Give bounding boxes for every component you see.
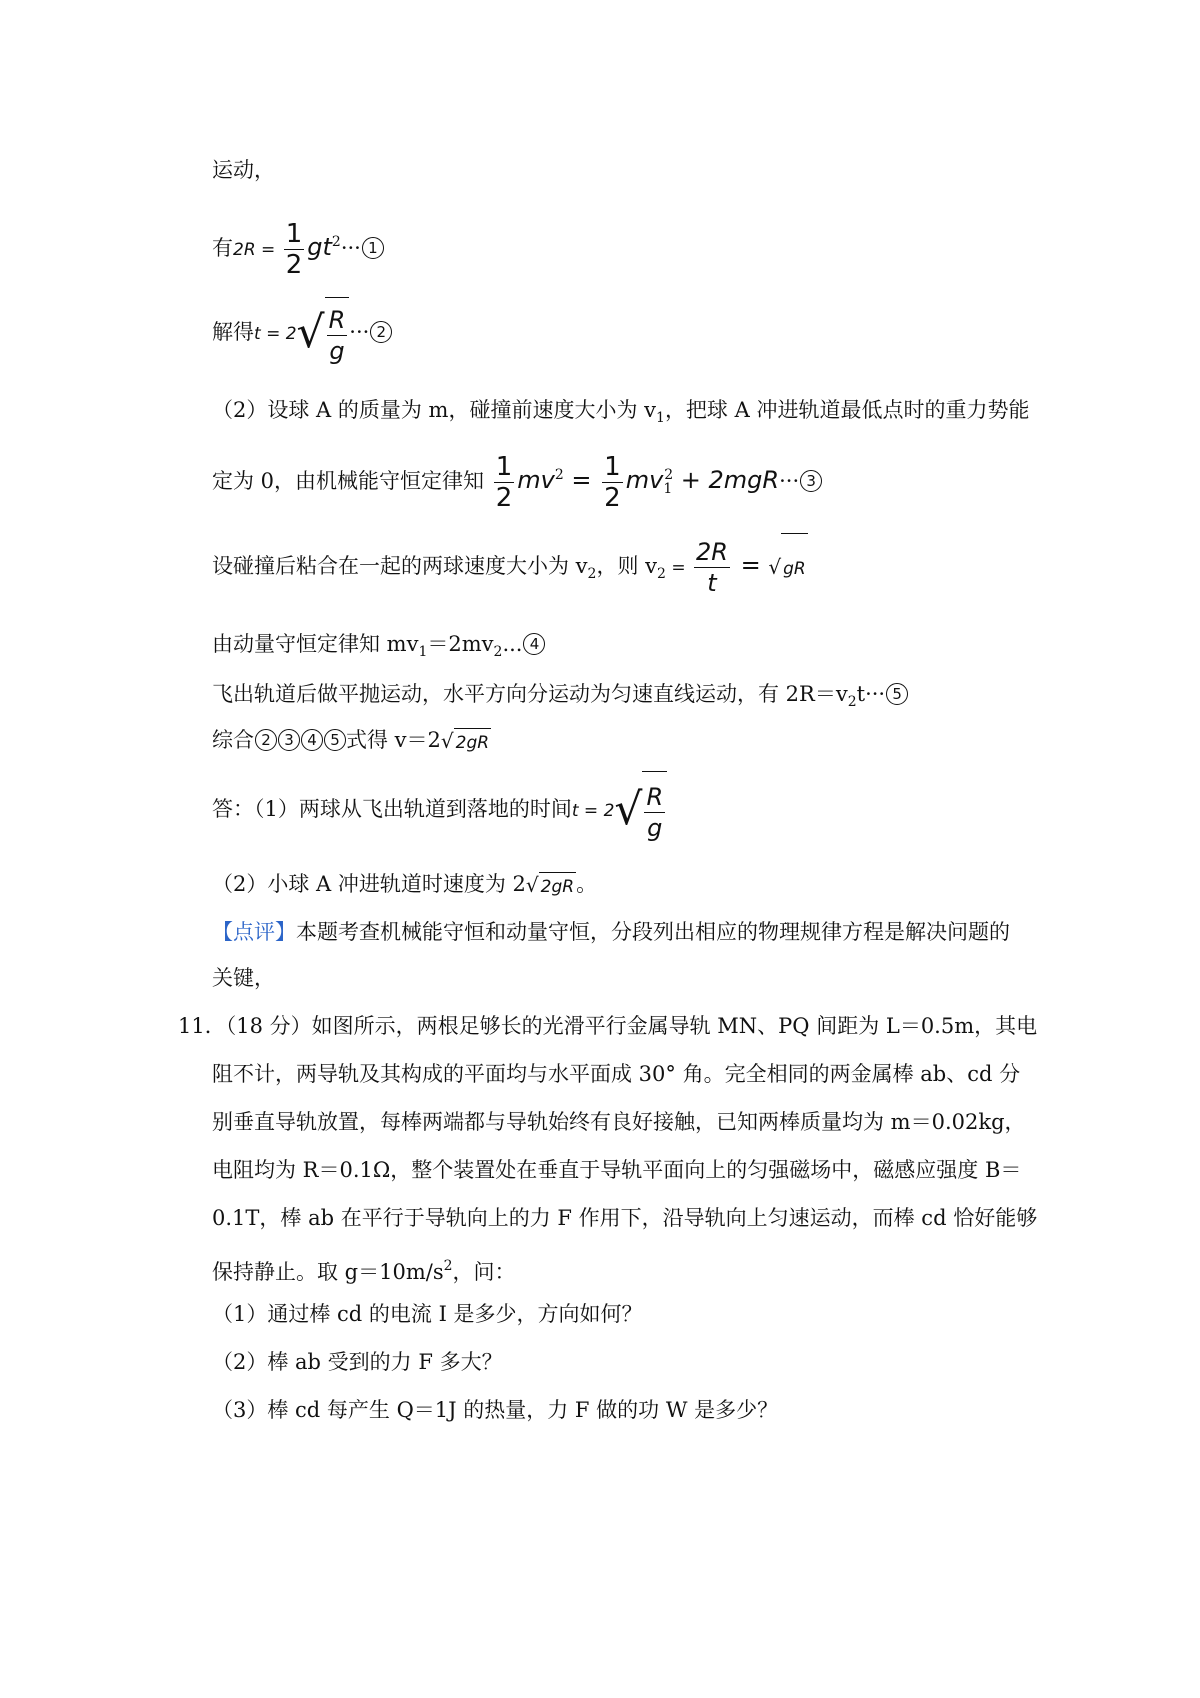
- text: 本题考查机械能守恒和动量守恒，分段列出相应的物理规律方程是解决问题的: [296, 920, 1010, 944]
- sqrt: [441, 727, 491, 757]
- text-line: [212, 870, 597, 901]
- denominator: 2: [604, 483, 621, 513]
- math-symbol: =: [563, 466, 600, 494]
- fraction: [644, 782, 665, 843]
- text: 解得: [212, 320, 254, 344]
- radicand: 2gR: [539, 872, 576, 901]
- numerator: 1: [495, 452, 513, 482]
- circled-number: 5: [324, 729, 346, 751]
- denominator: 2: [495, 483, 513, 513]
- review-line: [212, 918, 1010, 946]
- sqrt-sign: √: [296, 307, 325, 358]
- text: 阻不计，两导轨及其构成的平面均与水平面成 30° 角。完全相同的两金属棒 ab、cd 分: [212, 1062, 1021, 1086]
- question-number: 11．: [178, 1014, 226, 1038]
- circled-number: 2: [255, 729, 277, 751]
- equation-line-1: [212, 210, 384, 280]
- text: ···: [779, 469, 800, 493]
- math-symbol: = 2: [260, 324, 297, 344]
- denominator: g: [644, 812, 665, 843]
- text: 定为 0，由机械能守恒定律知: [212, 469, 485, 493]
- numerator: 1: [604, 452, 621, 482]
- question-line: [178, 1012, 1037, 1040]
- equation-line-3: [212, 440, 822, 513]
- text-line: [212, 726, 491, 757]
- subscript: 1: [418, 644, 428, 660]
- text: 运动，: [212, 158, 275, 182]
- text: 由动量守恒定律知 mv: [212, 632, 419, 656]
- text: 有: [212, 236, 233, 260]
- math-symbol: gt: [307, 233, 332, 261]
- equation-line-5: [212, 770, 667, 848]
- subscript: 1: [656, 410, 665, 426]
- math-symbol: =: [665, 558, 691, 578]
- subscript: 1: [663, 481, 673, 497]
- math-symbol: t: [254, 324, 261, 344]
- denominator: t: [694, 567, 730, 598]
- numerator: 2R: [696, 538, 728, 566]
- math-symbol: + 2mgR: [673, 466, 780, 494]
- numerator: R: [646, 783, 664, 811]
- text: ，则 v: [596, 554, 658, 578]
- math-symbol: mv: [517, 466, 555, 494]
- text: 综合: [212, 728, 254, 752]
- sqrt-sign: √: [614, 784, 643, 835]
- text-line: [212, 630, 545, 666]
- text: 式得 v＝2: [346, 728, 441, 752]
- math-symbol: =: [255, 240, 281, 260]
- sub-question: [212, 1348, 503, 1376]
- text-line: [212, 156, 275, 184]
- circled-number: 3: [278, 729, 300, 751]
- text: t···: [856, 682, 886, 706]
- text: （2）棒 ab 受到的力 F 多大？: [212, 1350, 503, 1374]
- equation-line-4: [212, 530, 808, 600]
- radicand: [642, 771, 667, 850]
- text-line: [212, 680, 908, 716]
- radicand: 2gR: [454, 728, 491, 757]
- text: 设碰撞后粘合在一起的两球速度大小为 v: [212, 554, 588, 578]
- sqrt: [768, 532, 807, 604]
- text: ···: [340, 236, 361, 260]
- fraction: [694, 537, 730, 598]
- radicand: [325, 297, 350, 370]
- text: 保持静止。取 g＝10m/s: [212, 1260, 444, 1284]
- numerator: R: [328, 306, 346, 334]
- superscript: 2: [443, 1258, 453, 1274]
- text: ···: [349, 320, 370, 344]
- math-symbol: t: [571, 801, 579, 821]
- circled-number: 4: [301, 729, 323, 751]
- text: ，问：: [452, 1260, 516, 1284]
- radicand: gR: [781, 533, 808, 604]
- sqrt: [297, 297, 350, 370]
- superscript: 2: [554, 467, 564, 483]
- denominator: 2: [285, 250, 303, 280]
- fraction: [494, 452, 515, 513]
- circled-number: 5: [886, 683, 908, 705]
- fraction: [602, 452, 623, 513]
- text: ＝2mv: [427, 632, 494, 656]
- text: 电阻均为 R＝0.1Ω，整个装置处在垂直于导轨平面向上的匀强磁场中，磁感应强度 B＝: [212, 1158, 1022, 1182]
- circled-number: 4: [523, 633, 545, 655]
- text: 飞出轨道后做平抛运动，水平方向分运动为匀速直线运动，有 2R＝v: [212, 682, 848, 706]
- text: （2）小球 A 冲进轨道时速度为 2: [212, 872, 526, 896]
- question-line: [212, 1252, 516, 1286]
- circled-number: 2: [370, 321, 392, 343]
- superscript: 2: [331, 234, 341, 250]
- equation-line-2: [212, 296, 392, 368]
- fraction: [284, 219, 305, 280]
- text: （1）通过棒 cd 的电流 I 是多少，方向如何？: [212, 1302, 643, 1326]
- text-line: [212, 396, 1029, 432]
- circled-number: 1: [362, 237, 384, 259]
- question-line: [212, 1108, 1026, 1136]
- text: ，把球 A 冲进轨道最低点时的重力势能: [664, 398, 1030, 422]
- fraction: [327, 305, 348, 366]
- sub-question: [212, 1300, 643, 1328]
- circled-number: 3: [800, 470, 822, 492]
- sqrt-sign: √: [525, 872, 539, 897]
- question-line: [212, 1204, 1037, 1232]
- numerator: 1: [285, 219, 303, 249]
- subscript: 2: [847, 694, 857, 710]
- text: 0.1T，棒 ab 在平行于导轨向上的力 F 作用下，沿导轨向上匀速运动，而棒 cd 恰好能够: [212, 1206, 1038, 1230]
- math-symbol: mv: [625, 466, 664, 494]
- sqrt: [614, 771, 667, 850]
- text: 。: [576, 872, 598, 896]
- sqrt-sign: √: [440, 728, 454, 753]
- sqrt: [526, 871, 576, 901]
- math-symbol: =: [732, 551, 769, 579]
- math-symbol: 2R: [233, 240, 256, 260]
- text: ...: [502, 632, 523, 656]
- superscript: 2: [664, 467, 674, 483]
- question-line: [212, 1060, 1020, 1088]
- subscript: 2: [493, 644, 503, 660]
- math-symbol: = 2: [578, 801, 615, 821]
- text-line: [212, 964, 275, 992]
- question-line: [212, 1156, 1021, 1184]
- text: （18 分）如图所示，两根足够长的光滑平行金属导轨 MN、PQ 间距为 L＝0.5m，其电: [225, 1014, 1038, 1038]
- review-tag: 【点评】: [212, 920, 296, 944]
- text: （2）设球 A 的质量为 m，碰撞前速度大小为 v: [212, 398, 657, 422]
- subscript: 2: [657, 566, 666, 582]
- sub-question: [212, 1396, 778, 1424]
- text: （3）棒 cd 每产生 Q＝1J 的热量，力 F 做的功 W 是多少？: [212, 1398, 779, 1422]
- denominator: g: [327, 335, 348, 366]
- text: 别垂直导轨放置，每棒两端都与导轨始终有良好接触，已知两棒质量均为 m＝0.02kg，: [212, 1110, 1026, 1134]
- text: 关键，: [212, 966, 275, 990]
- text: 答：（1）两球从飞出轨道到落地的时间: [212, 797, 572, 821]
- sqrt-sign: √: [768, 554, 782, 579]
- subscript: 2: [587, 566, 597, 582]
